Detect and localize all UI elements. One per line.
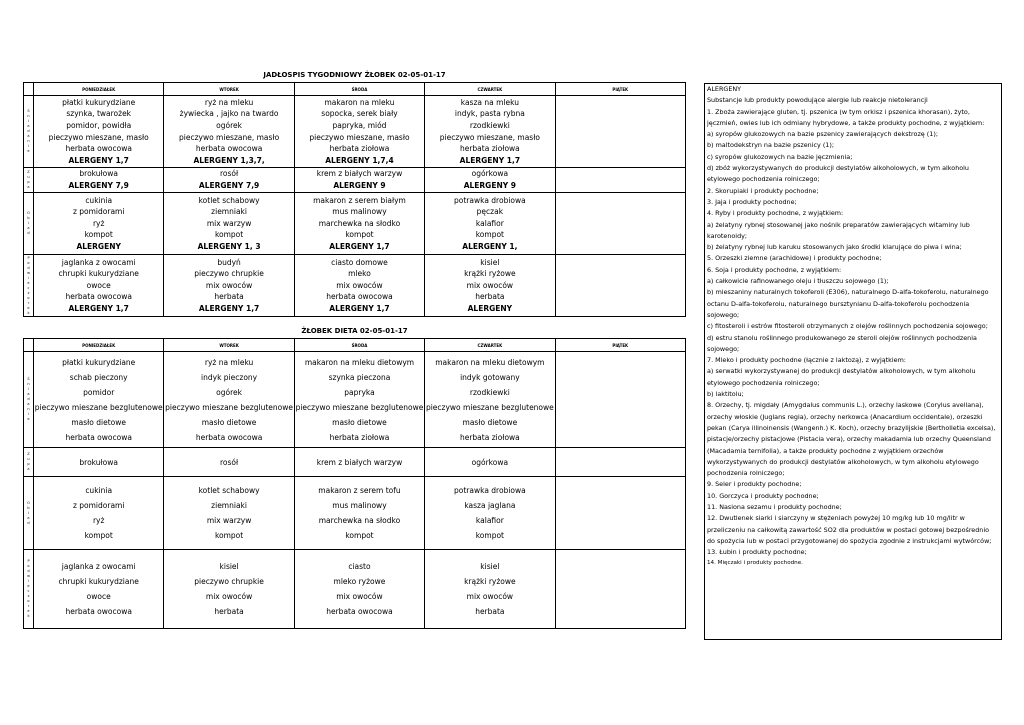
allergen-item: d) estru stanolu roślinnego produkowanego ze steroli olejów roślinnych pochodzenia sojowego; [707,333,977,353]
dish-line: chrupki kukurydziane [58,269,139,279]
allergen-item: 7. Mleko i produkty pochodne (łącznie z laktozą), z wyjątkiem: [707,356,906,365]
dish-line: kotlet schabowy [198,195,260,205]
menu-cell [34,193,164,255]
allergen-item: b) żelatyny rybnej lub karuku stosowanych jako środki klarujące do piwa i wina; [707,243,962,252]
weekly-menu-table [23,82,686,317]
dish-line: chrupki kukurydziane [58,577,139,586]
dish-line: kompot [345,531,374,540]
menu-cell [164,550,294,629]
dish-line: herbata [475,292,505,302]
allergen-item: 1. Zboża zawierające gluten, tj. pszenica (w tym orkisz i pszenica khorasan), żyto, jęczmień, owies lub ich odmiany hybrydowe, a także produkty pochodne, z wyjątkiem: [707,107,985,127]
dish-line: herbata owocowa [326,292,393,302]
menu-cell [164,168,294,193]
dish-line: makaron na mleku dietowym [435,357,545,367]
day-header: PONIEDZIAŁEK [34,339,164,352]
meal-label [24,168,34,193]
dish-line: mus malinowy [332,501,387,510]
header-corner [24,339,34,352]
meal-label [24,193,34,255]
dish-line: pieczywo mieszane bezglutenowe [295,402,424,412]
dish-line: kisiel [480,562,500,571]
allergen-line: ALERGENY 1,7 [68,303,129,313]
header-corner [24,83,34,96]
dish-line: z pomidorami [72,207,125,217]
dish-line: kompot [345,230,374,240]
allergen-line: ALERGENY 1,7 [68,155,129,165]
menu-cell [294,193,424,255]
dish-line: krem z białych warzyw [316,169,403,179]
day-header: PIĄTEK [555,83,685,96]
meal-row [24,352,686,448]
menu-cell [34,96,164,168]
dish-line: budyń [217,257,241,267]
dish-line: pieczywo mieszane, masło [178,132,280,142]
dish-line: schab pieczony [69,372,128,382]
meal-label-vertical: Ś n i a d a n i e [27,377,30,421]
menu-cell [34,352,164,448]
menu-cell [34,168,164,193]
dish-line: szynka pieczona [328,372,391,382]
dish-line: brokułowa [79,169,118,179]
dish-line: ogórek [216,387,242,397]
menu-cell [425,550,555,629]
allergen-line: ALERGENY 1,7 [329,303,390,313]
menu-cell [164,96,294,168]
dish-line: herbata owocowa [195,144,263,154]
dish-line: masło dietowe [332,417,387,427]
meal-row [24,193,686,255]
meal-row [24,448,686,477]
dish-line: z pomidorami [72,501,125,510]
allergen-item: Substancje lub produkty powodujące alergie lub reakcje nietolerancji [707,96,928,105]
dish-line: mix owoców [205,592,253,601]
menu-cell [294,448,424,477]
dish-line: herbata owocowa [65,432,132,442]
allergen-item: 11. Nasiona sezamu i produkty pochodne; [707,502,842,511]
dish-line: kisiel [480,257,500,267]
dish-line: herbata ziołowa [329,144,390,154]
dish-line: krem z białych warzyw [316,457,403,467]
allergen-item: c) syropów glukozowych na bazie jęczmienia; [707,152,853,161]
menu-cell [425,477,555,550]
dish-line: płatki kukurydziane [62,357,136,367]
allergen-line: ALERGENY [76,241,121,251]
allergens-heading: ALERGENY [707,85,742,93]
dish-line: pomidor [83,387,115,397]
dish-line: marchewka na słodko [318,218,401,228]
meal-label [24,255,34,317]
dish-line: indyk gotowany [460,372,520,382]
dish-line: mix owoców [205,280,253,290]
dish-line: rosół [220,457,239,467]
dish-line: sopocka, serek biały [321,109,398,119]
dish-line: pieczywo mieszane bezglutenowe [34,402,163,412]
dish-line: herbata ziołowa [329,432,390,442]
allergen-line: ALERGENY 1,3,7, [193,155,265,165]
dish-line: ciasto [348,562,371,571]
allergen-item: 6. Soja i produkty pochodne, z wyjątkiem: [707,265,842,274]
dish-line: masło dietowe [201,417,257,427]
dish-line: kotlet schabowy [198,486,260,495]
day-header: WTOREK [164,83,294,96]
meal-row [24,255,686,317]
dish-line: ryż na mleku [204,97,254,107]
dish-line: rzodkiewki [469,387,510,397]
dish-line: mleko [348,269,371,279]
dish-line: mix owoców [336,280,383,290]
day-header: CZWARTEK [425,339,555,352]
dish-line: żywiecka , jajko na twardo [179,109,279,119]
meal-label [24,352,34,448]
dish-line: brokułowa [79,457,118,467]
allergen-item: 4. Ryby i produkty pochodne, z wyjątkiem: [707,209,844,218]
dish-line: makaron z serem tofu [318,486,401,495]
menu-cell [555,96,685,168]
menu-cell [555,477,685,550]
day-header: PIĄTEK [555,339,685,352]
allergen-item: b) mieszaniny naturalnych tokoferoli (E306), naturalnego D-alfa-tokoferolu, naturalnego octanu D-alfa-tokoferolu, naturalnego bursztynianu D-alfa-tokoferolu pochodzenia sojowego; [707,288,989,319]
dish-line: pieczywo mieszane bezglutenowe [425,402,554,412]
allergen-line: ALERGENY 9 [333,181,386,190]
dish-line: herbata owocowa [65,144,132,154]
allergen-item: a) syropów glukozowych na bazie pszenicy zawierających dekstrozę (1); [707,130,938,139]
dish-line: kisiel [219,562,239,571]
dish-line: kompot [475,230,504,240]
dish-line: kompot [84,230,113,240]
dish-line: owoce [86,280,111,290]
dish-line: marchewka na słodko [318,516,401,525]
dish-line: pieczywo mieszane, masło [48,132,149,142]
meal-label-vertical: Z u p a [27,170,30,189]
allergen-item: 2. Skorupiaki i produkty pochodne; [707,186,819,195]
allergen-item: 10. Gorczyca i produkty pochodne; [707,491,819,500]
dish-line: makaron na mleku [324,97,395,107]
dish-line: jaglanka z owocami [61,257,136,267]
dish-line: mus malinowy [332,207,387,217]
allergen-item: 3. Jaja i produkty pochodne; [707,197,797,206]
meal-label-vertical: P o d w i e c z o r e k [27,255,30,315]
allergen-item: a) serwatki wykorzystywanej do produkcji destylatów alkoholowych, w tym alkoholu etylowego pochodzenia rolniczego; [707,367,976,387]
menu-cell [555,193,685,255]
allergen-line: ALERGENY 1,7,4 [325,155,394,165]
allergen-line: ALERGENY 1, [462,241,518,251]
day-header: ŚRODA [294,83,424,96]
allergen-item: a) żelatyny rybnej stosowanej jako nośnik preparatów zawierających witaminy lub karotenoidy; [707,220,970,240]
dish-line: ciasto domowe [331,257,388,267]
dish-line: ziemniaki [211,207,247,217]
dish-line: ryż [92,218,105,228]
allergen-item: 12. Dwutlenek siarki i siarczyny w stężeniach powyżej 10 mg/kg lub 10 mg/litr w przeliczeniu na całkowitą zawartość SO2 dla produktów w postaci gotowej bezpośrednio do spożycia lub w postaci przygotowanej do spożycia zgodnie z instrukcjami wytwórców; [707,514,992,545]
dish-line: mix owoców [466,592,514,601]
allergen-line: ALERGENY 1,7 [329,241,390,251]
meal-label [24,96,34,168]
dish-line: indyk pieczony [201,372,258,382]
dish-line: herbata owocowa [195,432,263,442]
dish-line: ziemniaki [211,501,247,510]
menu-cell [34,448,164,477]
dish-line: rosół [220,169,239,179]
diet-menu-title: ŻŁOBEK DIETA 02-05-01-17 [301,327,408,335]
meal-row [24,550,686,629]
dish-line: ryż [92,516,105,525]
meal-label [24,477,34,550]
meal-label-vertical: Ś n i a d a n i e [27,109,30,153]
allergen-item: b) maltodekstryn na bazie pszenicy (1); [707,141,835,150]
allergen-item: 14. Mięczaki i produkty pochodne. [707,560,803,567]
dish-line: pomidor, powidła [66,120,132,130]
diet-menu-table [23,338,686,629]
meal-label [24,448,34,477]
meal-label-vertical: O b i a d [27,500,30,525]
menu-cell [294,550,424,629]
menu-cell [555,448,685,477]
dish-line: płatki kukurydziane [62,97,136,107]
dish-line: makaron na mleku dietowym [304,357,415,367]
dish-line: pieczywo chrupkie [194,269,264,279]
menu-cell [164,193,294,255]
dish-line: papryka, miód [332,120,387,130]
dish-line: pęczak [476,207,504,217]
dish-line: papryka [344,387,375,397]
dish-line: indyk, pasta rybna [454,109,525,119]
dish-line: mix warzyw [206,218,252,228]
dish-line: owoce [86,592,111,601]
meal-label [24,550,34,629]
dish-line: pieczywo chrupkie [194,577,264,586]
dish-line: kalafior [475,218,504,228]
allergen-item: b) laktitolu; [707,390,744,399]
day-header: WTOREK [164,339,294,352]
meal-row [24,96,686,168]
menu-cell [425,168,555,193]
dish-line: kasza jaglana [464,501,516,510]
allergen-item: 5. Orzeszki ziemne (arachidowe) i produkty pochodne; [707,254,882,263]
dish-line: herbata owocowa [65,607,132,616]
dish-line: potrawka drobiowa [454,486,526,495]
menu-cell [34,477,164,550]
menu-cell [294,477,424,550]
menu-cell [555,352,685,448]
dish-line: herbata owocowa [65,292,132,302]
allergen-line: ALERGENY [467,303,513,313]
allergens-panel [704,83,1002,640]
dish-line: potrawka drobiowa [454,195,526,205]
menu-cell [164,255,294,317]
dish-line: kasza na mleku [460,97,519,107]
menu-cell [555,255,685,317]
allergen-item: d) zbóż wykorzystywanych do produkcji destylatów alkoholowych, w tym alkoholu etylowego pochodzenia rolniczego; [707,164,969,184]
dish-line: cukinia [85,195,113,205]
allergen-line: ALERGENY 1,7 [198,303,260,313]
dish-line: kompot [214,230,244,240]
dish-line: mleko ryżowe [333,577,386,586]
days-header-row [24,83,686,96]
menu-cell [425,193,555,255]
dish-line: herbata [214,292,244,302]
meal-row [24,477,686,550]
menu-cell [164,448,294,477]
dish-line: jaglanka z owocami [61,562,136,571]
dish-line: rzodkiewki [469,120,510,130]
menu-cell [164,352,294,448]
menu-cell [34,255,164,317]
day-header: CZWARTEK [425,83,555,96]
menu-cell [164,477,294,550]
menu-cell [34,550,164,629]
menu-cell [294,168,424,193]
days-header-row [24,339,686,352]
allergen-item: c) fitosteroli i estrów fitosteroli otrzymanych z olejów roślinnych pochodzenia sojowego; [707,322,988,331]
dish-line: ryż na mleku [204,357,254,367]
day-header: ŚRODA [294,339,424,352]
menu-cell [555,168,685,193]
dish-line: cukinia [85,486,113,495]
dish-line: ogórek [216,120,242,130]
meal-row [24,168,686,193]
day-header: PONIEDZIAŁEK [34,83,164,96]
menu-cell [294,96,424,168]
allergen-item: 8. Orzechy, tj. migdały (Amygdalus communis L.), orzechy laskowe (Corylus avellana), orzechy włoskie (Juglans regia), orzechy nerkowca (Anacardium occidentale), orzeszki pekan (Carya illinoinensis (Wangenh.) K. Koch), orzechy brazylijskie (Bertholletia excelsa), pistacje/orzechy pistacjowe (Pistacia vera), orzechy makadamia lub orzechy Queensland (Macadamia ternifolia), a także produkty pochodne z wyjątkiem orzechów wykorzystywanych do produkcji destylatów alkoholowych, w tym alkoholu etylowego pochodzenia rolniczego; [707,401,996,478]
dish-line: mix owoców [336,592,383,601]
menu-cell [425,448,555,477]
dish-line: makaron z serem białym [313,195,406,205]
dish-line: mix owoców [466,280,514,290]
dish-line: kompot [475,531,504,540]
dish-line: pieczywo mieszane, masło [439,132,540,142]
allergen-line: ALERGENY 1,7 [459,155,521,165]
menu-cell [425,255,555,317]
menu-title: JADŁOSPIS TYGODNIOWY ŻŁOBEK 02-05-01-17 [263,71,446,79]
dish-line: herbata ziołowa [459,432,520,442]
dish-line: ogórkowa [471,457,509,467]
dish-line: pieczywo mieszane, masło [309,132,410,142]
allergen-line: ALERGENY 1, 3 [197,241,261,251]
dish-line: herbata [475,607,505,616]
menu-cell [555,550,685,629]
meal-label-vertical: Z u p a [27,452,30,471]
menu-cell [294,255,424,317]
meal-label-vertical: P o d w i e c z o r e k [27,559,30,618]
dish-line: szynka, twarożek [66,109,132,119]
dish-line: herbata owocowa [326,607,393,616]
dish-line: mix warzyw [206,516,252,525]
meal-label-vertical: O b i a d [27,211,30,235]
allergen-item: 9. Seler i produkty pochodne; [707,480,802,489]
dish-line: masło dietowe [71,417,127,427]
dish-line: kompot [84,531,113,540]
dish-line: kompot [214,531,244,540]
allergen-line: ALERGENY 7,9 [198,181,260,190]
allergen-line: ALERGENY 7,9 [68,181,129,190]
allergen-item: 13. Łubin i produkty pochodne; [707,548,807,557]
dish-line: kalafior [475,516,504,525]
menu-cell [294,352,424,448]
dish-line: krążki ryżowe [464,269,516,279]
dish-line: herbata [214,607,244,616]
allergen-item: a) całkowicie rafinowanego oleju i tłuszczu sojowego (1); [707,277,889,286]
dish-line: ogórkowa [471,169,509,179]
allergen-line: ALERGENY 9 [463,181,517,190]
dish-line: herbata ziołowa [459,144,520,154]
dish-line: krążki ryżowe [464,577,516,586]
menu-cell [425,352,555,448]
dish-line: masło dietowe [462,417,518,427]
dish-line: pieczywo mieszane bezglutenowe [165,402,293,412]
menu-cell [425,96,555,168]
